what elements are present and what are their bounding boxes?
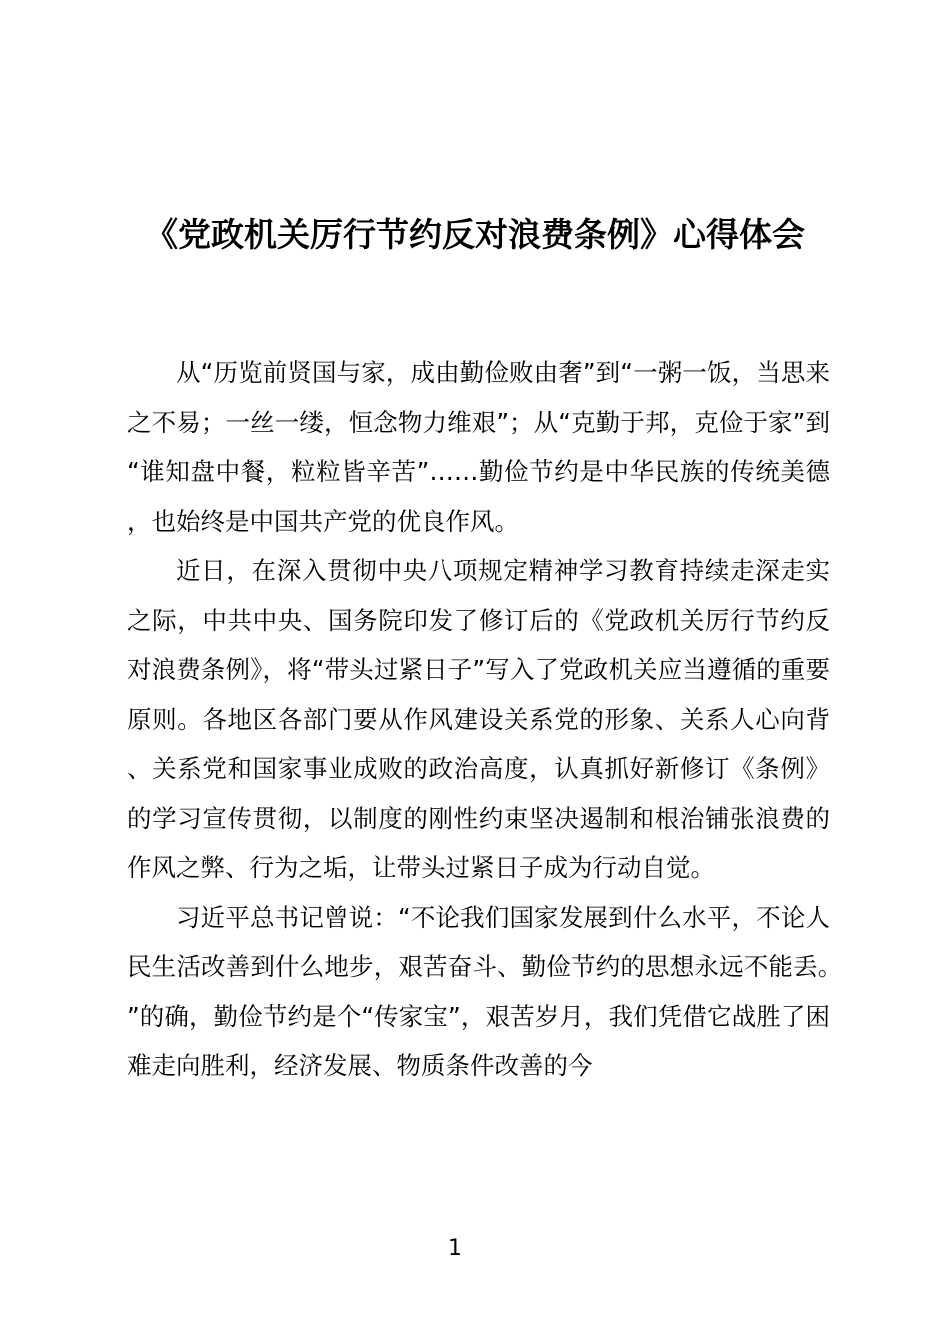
paragraph-3: 习近平总书记曾说：“不论我们国家发展到什么水平，不论人民生活改善到什么地步，艰苦奋斗、勤俭节约的思想永远不能丢。”的确，勤俭节约是个“传家宝”，艰苦岁月，我们凭借它战胜了困难走向胜利，经济发展、物质条件改善的今 <box>127 902 830 1080</box>
paragraph-1: 从“历览前贤国与家，成由勤俭败由奢”到“一粥一饭，当思来之不易；一丝一缕，恒念物力维艰”；从“克勤于邦，克俭于家”到“谁知盘中餐，粒粒皆辛苦”……勤俭节约是中华民族的传统美德，也始终是中国共产党的优良作风。 <box>127 358 830 536</box>
document-title: 《党政机关厉行节约反对浪费条例》心得体会 <box>145 215 805 254</box>
paragraph-2: 近日，在深入贯彻中央八项规定精神学习教育持续走深走实之际，中共中央、国务院印发了修订后的《党政机关厉行节约反对浪费条例》，将“带头过紧日子”写入了党政机关应当遵循的重要原则。各地区各部门要从作风建设关系党的形象、关系人心向背、关系党和国家事业成败的政治高度，认真抓好新修订《条例》的学习宣传贯彻，以制度的刚性约束坚决遏制和根治铺张浪费的作风之弊、行为之垢，让带头过紧日子成为行动自觉。 <box>127 556 830 882</box>
document-body <box>127 348 830 1091</box>
page-number: 1 <box>448 1236 462 1261</box>
